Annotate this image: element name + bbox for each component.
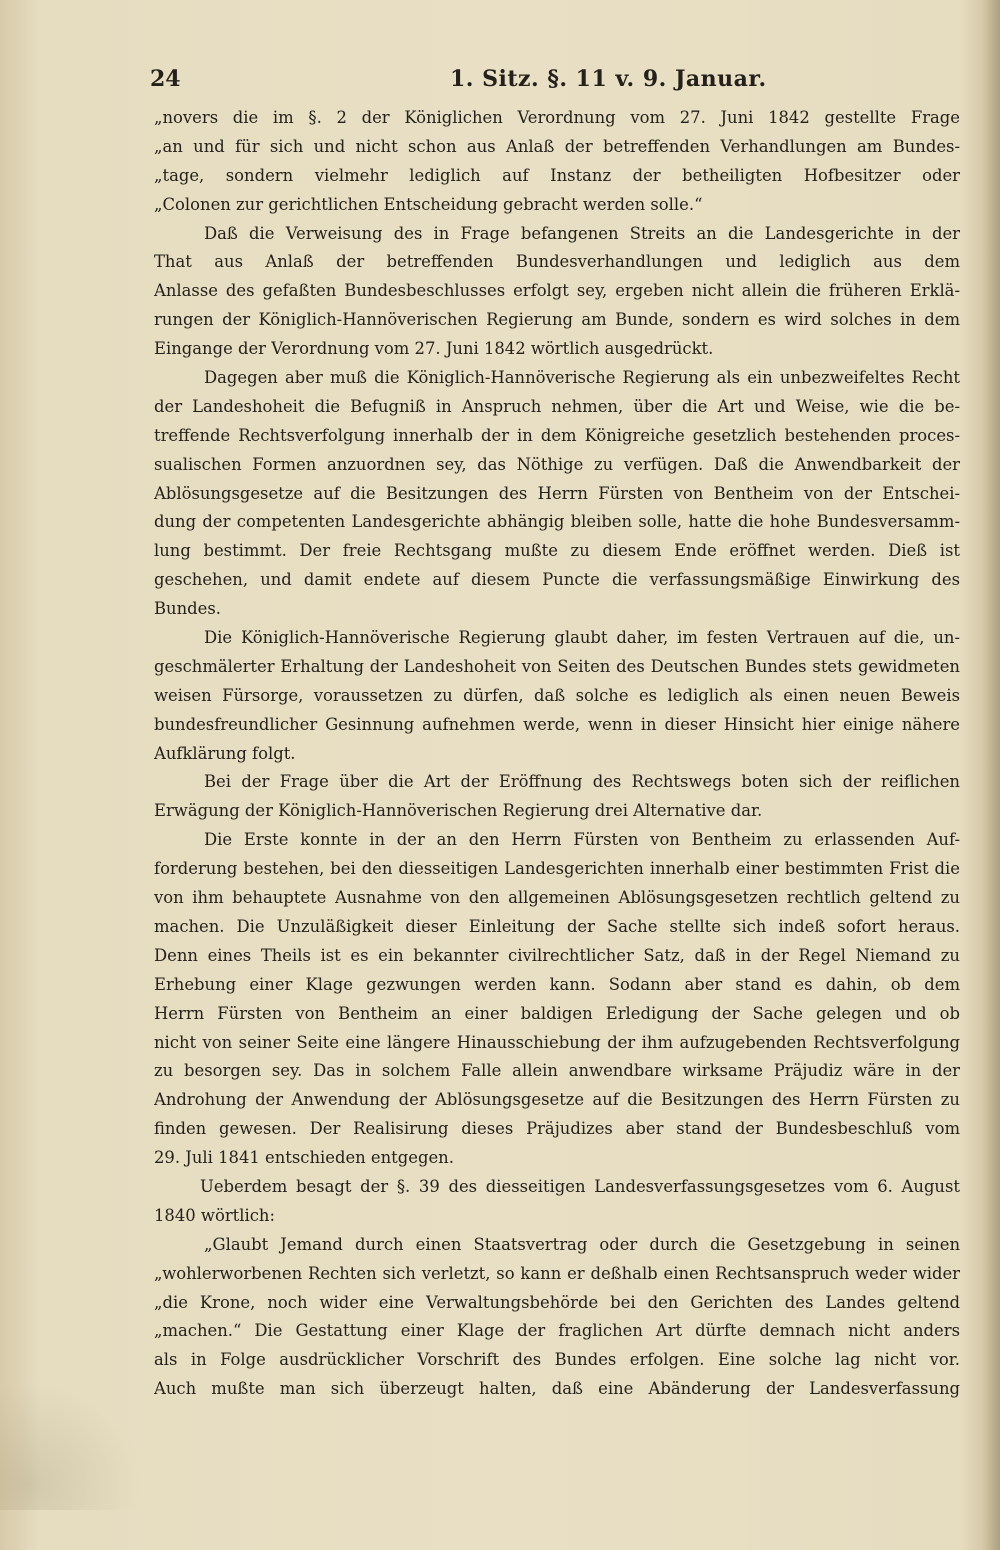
text-line: Die Königlich-Hannöverische Regierung glaubt daher, im festen Vertrauen auf die, un-: [204, 628, 960, 648]
text-line: „machen.“ Die Gestattung einer Klage der fraglichen Art dürfte demnach nicht anders: [154, 1321, 960, 1341]
text-line: Ablösungsgesetze auf die Besitzungen des Herrn Fürsten von Bentheim von der Entschei-: [154, 483, 960, 503]
text-line: als in Folge ausdrücklicher Vorschrift des Bundes erfolgen. Eine solche lag nicht vor.: [154, 1350, 960, 1370]
text-line: „tage, sondern vielmehr lediglich auf Instanz der betheiligten Hofbesitzer oder: [154, 165, 960, 185]
text-line: rungen der Königlich-Hannöverischen Regierung am Bunde, sondern es wird solches in dem: [154, 310, 960, 330]
text-line: finden gewesen. Der Realisirung dieses Präjudizes aber stand der Bundesbeschluß vom: [154, 1119, 960, 1139]
text-line: weisen Fürsorge, voraussetzen zu dürfen, daß solche es lediglich als einen neuen Beweis: [154, 685, 960, 705]
text-line: „an und für sich und nicht schon aus Anlaß der betreffenden Verhandlungen am Bundes-: [154, 136, 960, 156]
text-line: Auch mußte man sich überzeugt halten, daß eine Abänderung der Landesverfassung: [154, 1379, 960, 1399]
text-line: Eingange der Verordnung vom 27. Juni 1842 wörtlich ausgedrückt.: [154, 339, 714, 359]
text-line: geschmälerter Erhaltung der Landeshoheit von Seiten des Deutschen Bundes stets gewidmeten: [154, 656, 960, 676]
text-line: Bundes.: [154, 599, 221, 619]
text-line: Dagegen aber muß die Königlich-Hannöverische Regierung als ein unbezweifeltes Recht: [204, 368, 960, 388]
text-line: Ueberdem besagt der §. 39 des diesseitigen Landesverfassungsgesetzes vom 6. August: [200, 1176, 960, 1196]
text-line: von ihm behauptete Ausnahme von den allgemeinen Ablösungsgesetzen rechtlich geltend zu: [154, 888, 960, 908]
text-line: nicht von seiner Seite eine längere Hinausschiebung der ihm aufzugebenden Rechtsverfolgung: [154, 1032, 960, 1052]
text-line: „Glaubt Jemand durch einen Staatsvertrag oder durch die Gesetzgebung in seinen: [204, 1234, 960, 1254]
page-header: [150, 64, 960, 98]
text-line: geschehen, und damit endete auf diesem Puncte die verfassungsmäßige Einwirkung des: [154, 570, 960, 590]
text-line: That aus Anlaß der betreffenden Bundesverhandlungen und lediglich aus dem: [154, 252, 960, 272]
text-line: Aufklärung folgt.: [154, 743, 296, 763]
text-line: 29. Juli 1841 entschieden entgegen.: [154, 1148, 454, 1168]
text-line: dung der competenten Landesgerichte abhängig bleiben solle, hatte die hohe Bundesversamm-: [154, 512, 960, 532]
text-line: Herrn Fürsten von Bentheim an einer baldigen Erledigung der Sache gelegen und ob: [154, 1003, 960, 1023]
text-line: „novers die im §. 2 der Königlichen Verordnung vom 27. Juni 1842 gestellte Frage: [154, 108, 960, 127]
text-line: „die Krone, noch wider eine Verwaltungsbehörde bei den Gerichten des Landes geltend: [154, 1292, 960, 1312]
running-head: 1. Sitz. §. 11 v. 9. Januar.: [450, 66, 767, 92]
body-text: [154, 104, 960, 1404]
text-line: machen. Die Unzuläßigkeit dieser Einleitung der Sache stellte sich indeß sofort heraus.: [154, 916, 960, 936]
text-line: treffende Rechtsverfolgung innerhalb der in dem Königreiche gesetzlich bestehenden proces-: [154, 425, 960, 445]
text-line: der Landeshoheit die Befugniß in Anspruch nehmen, über die Art und Weise, wie die be-: [154, 396, 960, 416]
text-line: Erhebung einer Klage gezwungen werden kann. Sodann aber stand es dahin, ob dem: [154, 974, 960, 994]
text-line: lung bestimmt. Der freie Rechtsgang mußte zu diesem Ende eröffnet werden. Dieß ist: [154, 541, 960, 561]
text-line: „Colonen zur gerichtlichen Entscheidung gebracht werden solle.“: [154, 194, 703, 214]
text-line: bundesfreundlicher Gesinnung aufnehmen werde, wenn in dieser Hinsicht hier einige nähere: [154, 714, 960, 734]
text-line: zu besorgen sey. Das in solchem Falle allein anwendbare wirksame Präjudiz wäre in der: [154, 1061, 960, 1081]
paper-smudge: [0, 1380, 140, 1510]
text-line: forderung bestehen, bei den diesseitigen Landesgerichten innerhalb einer bestimmten Frist die: [154, 859, 960, 879]
text-line: Androhung der Anwendung der Ablösungsgesetze auf die Besitzungen des Herrn Fürsten zu: [154, 1090, 960, 1110]
text-line: Bei der Frage über die Art der Eröffnung des Rechtswegs boten sich der reiflichen: [204, 772, 960, 792]
text-line: Denn eines Theils ist es ein bekannter civilrechtlicher Satz, daß in der Regel Niemand zu: [154, 945, 960, 965]
page-number: 24: [150, 66, 181, 92]
text-line: „wohlerworbenen Rechten sich verletzt, so kann er deßhalb einen Rechtsanspruch weder wider: [154, 1263, 960, 1283]
text-line: Daß die Verweisung des in Frage befangenen Streits an die Landesgerichte in der: [204, 223, 960, 243]
text-line: sualischen Formen anzuordnen sey, das Nöthige zu verfügen. Daß die Anwendbarkeit der: [154, 454, 960, 474]
text-line: Anlasse des gefaßten Bundesbeschlusses erfolgt sey, ergeben nicht allein die früheren Erklä-: [154, 281, 960, 301]
text-line: 1840 wörtlich:: [154, 1205, 275, 1225]
text-line: Die Erste konnte in der an den Herrn Fürsten von Bentheim zu erlassenden Auf-: [204, 830, 960, 850]
text-line: Erwägung der Königlich-Hannöverischen Regierung drei Alternative dar.: [154, 801, 763, 821]
